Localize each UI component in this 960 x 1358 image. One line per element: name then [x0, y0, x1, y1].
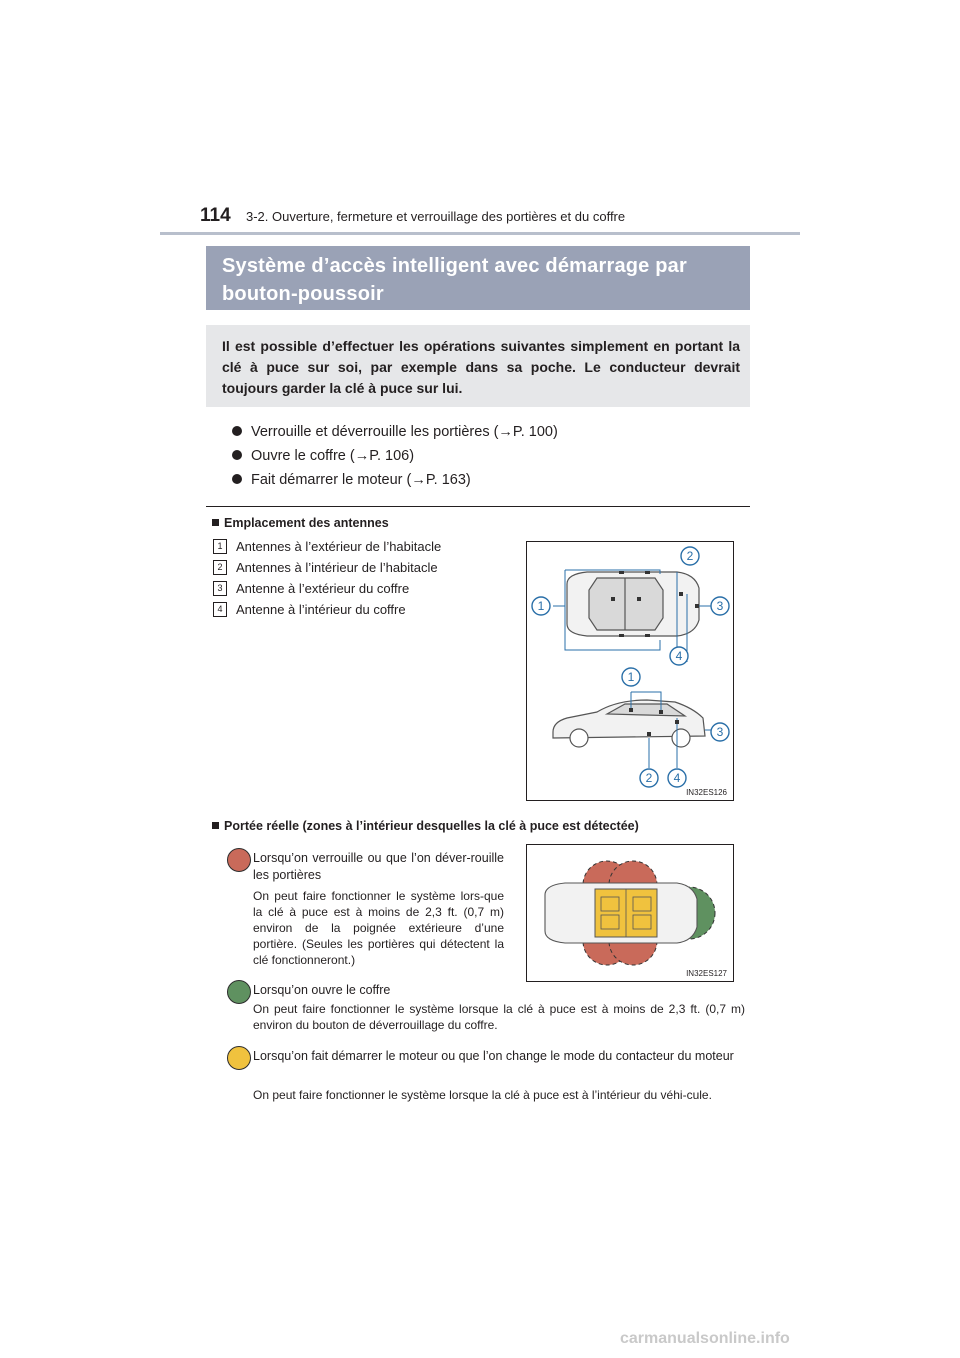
zone-title: Lorsqu’on verrouille ou que l’on déver-rouille les portières — [253, 851, 504, 882]
zone-description: On peut faire fonctionner le système lors-que la clé à puce est à moins de 2,3 ft. (0,7 m) environ de la poignée extérieure d’une portière. (Seules les portières qui détectent la clé fonctionneront.) — [253, 889, 504, 967]
zone-description: On peut faire fonctionner le système lorsque la clé à puce est à l’intérieur du véhi-cule. — [253, 1088, 712, 1102]
zone-title: Lorsqu’on fait démarrer le moteur ou que l’on change le mode du contacteur du moteur — [253, 1049, 734, 1063]
header-rule — [160, 232, 800, 235]
antenna-item: 2 Antennes à l’intérieur de l’habitacle — [213, 560, 438, 576]
callout-label: 3 — [716, 599, 724, 613]
antenna-item: 1 Antennes à l’extérieur de l’habitacle — [213, 539, 441, 555]
callout-label: 1 — [627, 670, 635, 684]
zone-title: Lorsqu’on ouvre le coffre — [253, 983, 391, 997]
antenna-diagram — [527, 542, 733, 800]
callout-label: 1 — [537, 599, 545, 613]
figure-code: IN32ES127 — [686, 969, 727, 978]
callout-label: 2 — [645, 771, 653, 785]
watermark: carmanualsonline.info — [620, 1330, 790, 1347]
bullet-item: Verrouille et déverrouille les portières (→P. 100) — [232, 424, 558, 440]
page-number: 114 — [200, 205, 231, 226]
antenna-item: 4 Antenne à l’intérieur du coffre — [213, 602, 406, 618]
antenna-location-figure — [526, 541, 734, 801]
zone-description: On peut faire fonctionner le système lorsque la clé à puce est à moins de 2,3 ft. (0,7 m) environ du bouton de déverrouillage du coffre. — [253, 1002, 745, 1032]
figure-code: IN32ES126 — [686, 788, 727, 797]
car-side-view — [553, 700, 705, 747]
section-title-box — [206, 246, 750, 310]
bullet-item: Ouvre le coffre (→P. 106) — [232, 448, 414, 464]
bullet-dot-icon — [232, 426, 242, 436]
callout-label: 4 — [675, 649, 683, 663]
car-top-view — [567, 572, 699, 636]
callout-label: 2 — [686, 549, 694, 563]
bullet-dot-icon — [232, 474, 242, 484]
detection-range-figure — [526, 844, 734, 982]
bullet-dot-icon — [232, 450, 242, 460]
callout-label: 3 — [716, 725, 724, 739]
range-heading: Portée réelle (zones à l’intérieur desquelles la clé à puce est détectée) — [212, 819, 639, 833]
callout-label: 4 — [673, 771, 681, 785]
engine-zone-swatch — [227, 1046, 251, 1070]
section-divider — [206, 506, 750, 507]
intro-box — [206, 325, 750, 407]
bullet-item: Fait démarrer le moteur (→P. 163) — [232, 472, 471, 488]
antenna-item: 3 Antenne à l’extérieur du coffre — [213, 581, 409, 597]
antennas-heading: Emplacement des antennes — [212, 516, 389, 530]
intro-text: Il est possible d’effectuer les opérations suivantes simplement en portant la clé à puce sur soi, par exemple dans sa poche. Le conducteur devrait toujours garder la clé à puce sur lui. — [222, 338, 740, 396]
section-title: Système d’accès intelligent avec démarrage par bouton-poussoir — [222, 255, 687, 305]
doors-zone-swatch — [227, 848, 251, 872]
range-diagram — [527, 845, 733, 981]
square-bullet-icon — [212, 519, 219, 526]
square-bullet-icon — [212, 822, 219, 829]
running-header: 3-2. Ouverture, fermeture et verrouillage des portières et du coffre — [246, 209, 626, 224]
trunk-zone-swatch — [227, 980, 251, 1004]
